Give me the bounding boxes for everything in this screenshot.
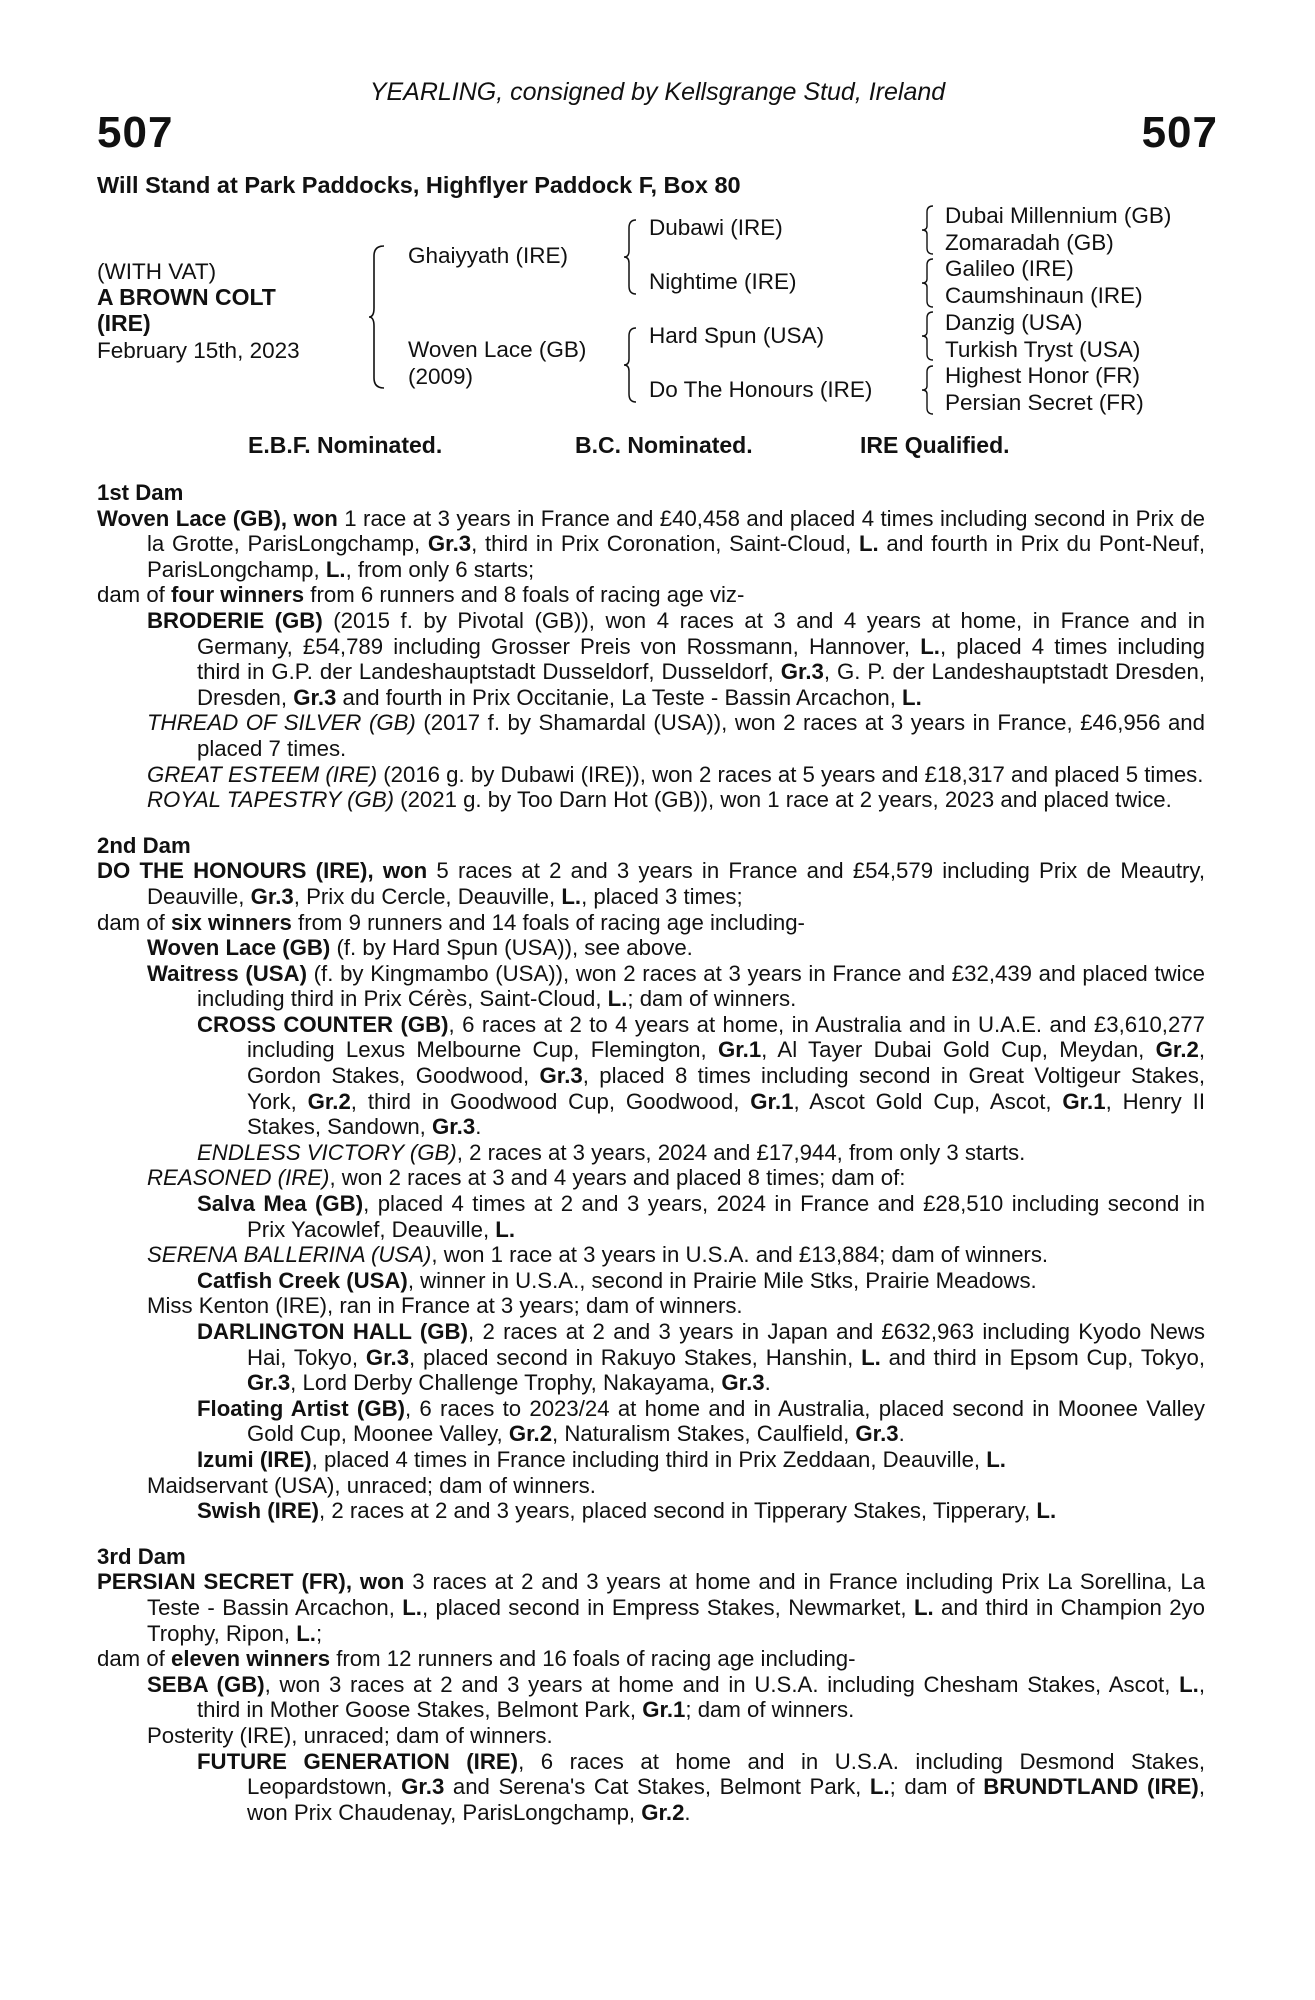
- text-run: 3 races at 2 and 3 years at home and in France including Prix La Sorellina, La Teste - Bassin Arcachon,: [147, 1569, 1205, 1620]
- lot-number-right: 507: [1141, 108, 1218, 157]
- text-run: , placed second in Rakuyo Stakes, Hanshin,: [409, 1344, 862, 1370]
- third-dam-heading: 3rd Dam: [97, 1543, 186, 1569]
- produce-great-esteem: [97, 762, 1205, 788]
- text-run: dam of: [97, 909, 171, 935]
- sire-line-brace: [623, 218, 639, 296]
- bold-run: DO THE HONOURS (IRE), won: [97, 858, 428, 884]
- gen3-5: Danzig (USA): [945, 310, 1083, 335]
- bold-run: Gr.3: [250, 883, 294, 909]
- first-dam-heading: 1st Dam: [97, 480, 184, 505]
- italic-run: SERENA BALLERINA (USA): [147, 1242, 432, 1268]
- text-run: , 2 races at 2 and 3 years in Japan and £632,963 including Kyodo News Hai, Tokyo,: [247, 1319, 1205, 1370]
- text-run: , placed 4 times including third in G.P. der Landeshauptstadt Dusseldorf, Dusseldorf,: [197, 633, 1205, 685]
- text-run: , from only 6 starts;: [345, 556, 535, 582]
- bold-run: Catfish Creek (USA): [197, 1267, 408, 1293]
- bold-run: Gr.2: [508, 1421, 553, 1447]
- bold-run: L.: [1036, 1498, 1057, 1524]
- text-run: and third in Epsom Cup, Tokyo,: [880, 1344, 1205, 1370]
- produce-royal-tapestry: [97, 787, 1205, 813]
- bold-run: Gr.1: [717, 1037, 762, 1063]
- text-run: ; dam of winners.: [627, 986, 797, 1012]
- bold-run: Gr.1: [642, 1697, 686, 1723]
- dam-sire: Hard Spun (USA): [649, 323, 825, 348]
- text-run: , won 3 races at 2 and 3 years at home and in U.S.A. including Chesham Stakes, Ascot,: [264, 1671, 1180, 1697]
- text-run: (2015 f. by Pivotal (GB)), won 4 races at 3 and 4 years at home, in France and in Germany, £54,789 including Grosser Preis von Rossmann, Hannover,: [197, 607, 1205, 659]
- produce-swish: [97, 1498, 1205, 1524]
- produce-cross-counter: [97, 1012, 1205, 1140]
- gen3-6: Turkish Tryst (USA): [945, 337, 1141, 362]
- text-run: , Henry II Stakes, Sandown,: [247, 1088, 1205, 1140]
- italic-run: ROYAL TAPESTRY (GB): [147, 787, 395, 813]
- lot-number-left: 507: [97, 108, 174, 157]
- gen3-brace-3: [921, 310, 935, 362]
- produce-posterity: [97, 1723, 1205, 1749]
- stand-location: Will Stand at Park Paddocks, Highflyer Paddock F, Box 80: [97, 172, 741, 198]
- text-run: , 2 races at 2 and 3 years, placed second in Tipperary Stakes, Tipperary,: [319, 1498, 1037, 1524]
- bold-run: Gr.3: [427, 531, 472, 557]
- bold-run: eleven winners: [171, 1646, 331, 1672]
- bold-run: FUTURE GENERATION (IRE): [197, 1748, 519, 1774]
- horse-name: A BROWN COLT: [97, 284, 276, 310]
- text-run: ;: [315, 1620, 323, 1646]
- bold-run: L.: [495, 1216, 515, 1242]
- text-run: , Gordon Stakes, Goodwood,: [247, 1037, 1206, 1089]
- bold-run: L.: [902, 684, 922, 710]
- produce-thread-of-silver: [97, 710, 1205, 761]
- italic-run: THREAD OF SILVER (GB): [147, 710, 416, 736]
- third-dam-produce-summary: [97, 1646, 1205, 1672]
- text-run: , 6 races at 2 to 4 years at home, in Australia and in U.A.E. and £3,610,277 including Lexus Melbourne Cup, Flemington,: [247, 1011, 1205, 1063]
- bold-run: six winners: [171, 909, 292, 935]
- bold-run: Gr.1: [1062, 1088, 1106, 1114]
- sire: Ghaiyyath (IRE): [408, 243, 569, 268]
- bold-run: L.: [869, 1774, 890, 1800]
- text-run: , 6 races at home and in U.S.A. including Desmond Stakes, Leopardstown,: [247, 1748, 1205, 1800]
- horse-dob: February 15th, 2023: [97, 338, 300, 363]
- bold-run: Gr.3: [401, 1774, 445, 1800]
- bold-run: Woven Lace (GB): [147, 935, 331, 961]
- gen3-brace-4: [921, 364, 935, 416]
- bold-run: PERSIAN SECRET (FR), won: [97, 1569, 405, 1595]
- bold-run: L.: [296, 1620, 316, 1646]
- text-run: , third in Prix Coronation, Saint-Cloud,: [471, 531, 859, 557]
- first-dam-produce-summary: [97, 582, 1205, 608]
- bold-run: L.: [859, 531, 879, 557]
- bold-run: L.: [861, 1344, 881, 1370]
- bold-run: Gr.3: [721, 1370, 765, 1396]
- produce-miss-kenton: [97, 1293, 1205, 1319]
- bold-run: Gr.1: [750, 1088, 794, 1114]
- bold-run: Waitress (USA): [147, 960, 307, 986]
- text-run: , placed 4 times at 2 and 3 years, 2024 in France and £28,510 including second in Prix Yacowlef, Deauville,: [247, 1191, 1205, 1242]
- ire-qualification: IRE Qualified.: [860, 432, 1010, 458]
- text-run: , Ascot Gold Cup, Ascot,: [793, 1088, 1063, 1114]
- text-run: from 12 runners and 16 foals of racing age including-: [330, 1646, 856, 1672]
- horse-country: (IRE): [97, 310, 151, 336]
- text-run: .: [475, 1114, 482, 1140]
- catalogue-body: [97, 480, 1205, 1825]
- third-dam-record: [97, 1569, 1205, 1646]
- text-run: Maidservant (USA), unraced; dam of winners.: [147, 1472, 596, 1498]
- text-run: (2016 g. by Dubawi (IRE)), won 2 races at 5 years and £18,317 and placed 5 times.: [377, 761, 1204, 787]
- italic-run: GREAT ESTEEM (IRE): [147, 761, 378, 787]
- produce-maidservant: [97, 1473, 1205, 1499]
- bold-run: Gr.3: [365, 1344, 410, 1370]
- page-subtitle: YEARLING, consigned by Kellsgrange Stud, Ireland: [369, 78, 946, 106]
- bold-run: DARLINGTON HALL (GB): [197, 1319, 468, 1344]
- text-run: 1 race at 3 years in France and £40,458 and placed 4 times including second in Prix de la Grotte, ParisLongchamp,: [147, 505, 1206, 557]
- bold-run: L.: [325, 556, 346, 582]
- dam-year: (2009): [408, 364, 474, 389]
- bold-run: CROSS COUNTER (GB): [197, 1011, 449, 1037]
- produce-salva-mea: [97, 1191, 1205, 1242]
- text-run: , Lord Derby Challenge Trophy, Nakayama,: [290, 1370, 722, 1396]
- bold-run: L.: [913, 1594, 934, 1620]
- bold-run: Gr.2: [1155, 1037, 1199, 1063]
- bold-run: Salva Mea (GB): [197, 1191, 364, 1217]
- text-run: and fourth in Prix Occitanie, La Teste - Bassin Arcachon,: [336, 684, 903, 710]
- dam-dam: Do The Honours (IRE): [649, 377, 873, 402]
- bold-run: L.: [1179, 1671, 1199, 1697]
- produce-woven-lace: [97, 935, 1205, 961]
- text-run: , won 2 races at 3 and 4 years and placed 8 times; dam of:: [329, 1165, 906, 1191]
- text-run: , 2 races at 3 years, 2024 and £17,944, from only 3 starts.: [456, 1139, 1026, 1165]
- produce-serena-ballerina: [97, 1242, 1205, 1268]
- text-run: , placed 3 times;: [581, 883, 743, 909]
- second-dam-record: [97, 858, 1205, 909]
- gen3-4: Caumshinaun (IRE): [945, 283, 1143, 308]
- produce-floating-artist: [97, 1396, 1205, 1447]
- bold-run: Gr.3: [780, 659, 824, 685]
- bold-run: four winners: [171, 582, 305, 608]
- text-run: , placed 8 times including second in Great Voltigeur Stakes, York,: [247, 1063, 1205, 1114]
- bold-run: L.: [920, 633, 940, 659]
- text-run: .: [764, 1370, 771, 1396]
- text-run: (2021 g. by Too Darn Hot (GB)), won 1 race at 2 years, 2023 and placed twice.: [394, 787, 1172, 813]
- bold-run: BRODERIE (GB): [147, 607, 323, 633]
- sire-sire: Dubawi (IRE): [649, 215, 783, 240]
- bold-run: Gr.3: [432, 1114, 476, 1140]
- text-run: ; dam of: [889, 1774, 984, 1800]
- text-run: , won Prix Chaudenay, ParisLongchamp,: [247, 1774, 1205, 1825]
- bold-run: L.: [607, 986, 628, 1012]
- sire-dam: Nightime (IRE): [649, 269, 797, 294]
- gen3-brace-2: [921, 257, 935, 309]
- bold-run: Gr.2: [641, 1799, 685, 1825]
- text-run: and Serena's Cat Stakes, Belmont Park,: [444, 1774, 870, 1800]
- bold-run: L.: [402, 1594, 422, 1620]
- bold-run: BRUNDTLAND (IRE): [983, 1774, 1199, 1800]
- gen3-1: Dubai Millennium (GB): [945, 203, 1172, 228]
- produce-darlington-hall: [97, 1319, 1205, 1396]
- sire-dam-brace: [368, 244, 388, 390]
- produce-catfish-creek: [97, 1268, 1205, 1294]
- second-dam-heading: 2nd Dam: [97, 832, 191, 858]
- bold-run: Gr.3: [855, 1421, 899, 1447]
- text-run: (f. by Kingmambo (USA)), won 2 races at 3 years in France and £32,439 and placed twice including third in Prix Cérès, Saint-Cloud,: [197, 960, 1206, 1012]
- text-run: , G. P. der Landeshauptstadt Dresden, Dresden,: [197, 659, 1205, 710]
- bold-run: Woven Lace (GB), won: [97, 505, 338, 531]
- text-run: Miss Kenton (IRE), ran in France at 3 years; dam of winners.: [147, 1293, 743, 1319]
- bold-run: Gr.2: [307, 1088, 351, 1114]
- produce-endless-victory: [97, 1140, 1205, 1166]
- text-run: from 9 runners and 14 foals of racing age including-: [291, 909, 805, 935]
- ebf-nomination: E.B.F. Nominated.: [248, 432, 443, 458]
- bold-run: Izumi (IRE): [197, 1446, 312, 1472]
- text-run: , 6 races to 2023/24 at home and in Australia, placed second in Moonee Valley Gold Cup, Moonee Valley,: [247, 1395, 1206, 1447]
- text-run: (f. by Hard Spun (USA)), see above.: [330, 935, 693, 961]
- text-run: dam of: [97, 1646, 171, 1672]
- bold-run: Gr.3: [539, 1063, 583, 1089]
- text-run: , third in Mother Goose Stakes, Belmont Park,: [197, 1671, 1206, 1723]
- second-dam-produce-summary: [97, 910, 1205, 936]
- bold-run: Floating Artist (GB): [197, 1395, 405, 1421]
- text-run: .: [684, 1799, 691, 1825]
- gen3-brace-1: [921, 204, 935, 256]
- italic-run: ENDLESS VICTORY (GB): [197, 1139, 457, 1165]
- dam-line-brace: [623, 326, 639, 404]
- text-run: , placed second in Empress Stakes, Newmarket,: [421, 1594, 914, 1620]
- text-run: , Naturalism Stakes, Caulfield,: [552, 1421, 856, 1447]
- text-run: , won 1 race at 3 years in U.S.A. and £13,884; dam of winners.: [431, 1242, 1049, 1268]
- produce-seba: [97, 1672, 1205, 1723]
- italic-run: REASONED (IRE): [147, 1165, 330, 1191]
- text-run: from 6 runners and 8 foals of racing age viz-: [304, 582, 745, 608]
- bold-run: L.: [986, 1446, 1006, 1472]
- text-run: , Prix du Cercle, Deauville,: [293, 883, 562, 909]
- produce-reasoned: [97, 1165, 1205, 1191]
- text-run: ; dam of winners.: [685, 1697, 855, 1723]
- bold-run: SEBA (GB): [147, 1671, 265, 1697]
- vat-note: (WITH VAT): [97, 259, 217, 284]
- bold-run: Gr.3: [293, 684, 337, 710]
- text-run: Posterity (IRE), unraced; dam of winners.: [147, 1722, 553, 1748]
- produce-future-generation: [97, 1749, 1205, 1826]
- gen3-2: Zomaradah (GB): [945, 230, 1114, 255]
- text-run: (2017 f. by Shamardal (USA)), won 2 races at 3 years in France, £46,956 and placed 7 times.: [197, 710, 1205, 761]
- text-run: , Al Tayer Dubai Gold Cup, Meydan,: [761, 1037, 1156, 1063]
- bc-nomination: B.C. Nominated.: [575, 432, 753, 458]
- text-run: , winner in U.S.A., second in Prairie Mile Stks, Prairie Meadows.: [407, 1267, 1037, 1293]
- bold-run: Swish (IRE): [197, 1498, 320, 1524]
- produce-izumi: [97, 1447, 1205, 1473]
- text-run: , third in Goodwood Cup, Goodwood,: [350, 1088, 751, 1114]
- bold-run: L.: [561, 883, 582, 909]
- gen3-7: Highest Honor (FR): [945, 363, 1141, 388]
- produce-broderie: [97, 608, 1205, 710]
- text-run: dam of: [97, 582, 171, 608]
- text-run: .: [898, 1421, 905, 1447]
- first-dam-record: [97, 506, 1205, 583]
- bold-run: Gr.3: [247, 1370, 291, 1396]
- text-run: , placed 4 times in France including third in Prix Zeddaan, Deauville,: [311, 1446, 987, 1472]
- text-run: and third in Champion 2yo Trophy, Ripon,: [147, 1594, 1205, 1646]
- gen3-3: Galileo (IRE): [945, 256, 1074, 281]
- produce-waitress: [97, 961, 1205, 1012]
- text-run: 5 races at 2 and 3 years in France and £54,579 including Prix de Meautry, Deauville,: [147, 858, 1206, 909]
- gen3-8: Persian Secret (FR): [945, 390, 1144, 415]
- dam: Woven Lace (GB): [408, 337, 587, 362]
- text-run: and fourth in Prix du Pont-Neuf, ParisLongchamp,: [147, 531, 1205, 582]
